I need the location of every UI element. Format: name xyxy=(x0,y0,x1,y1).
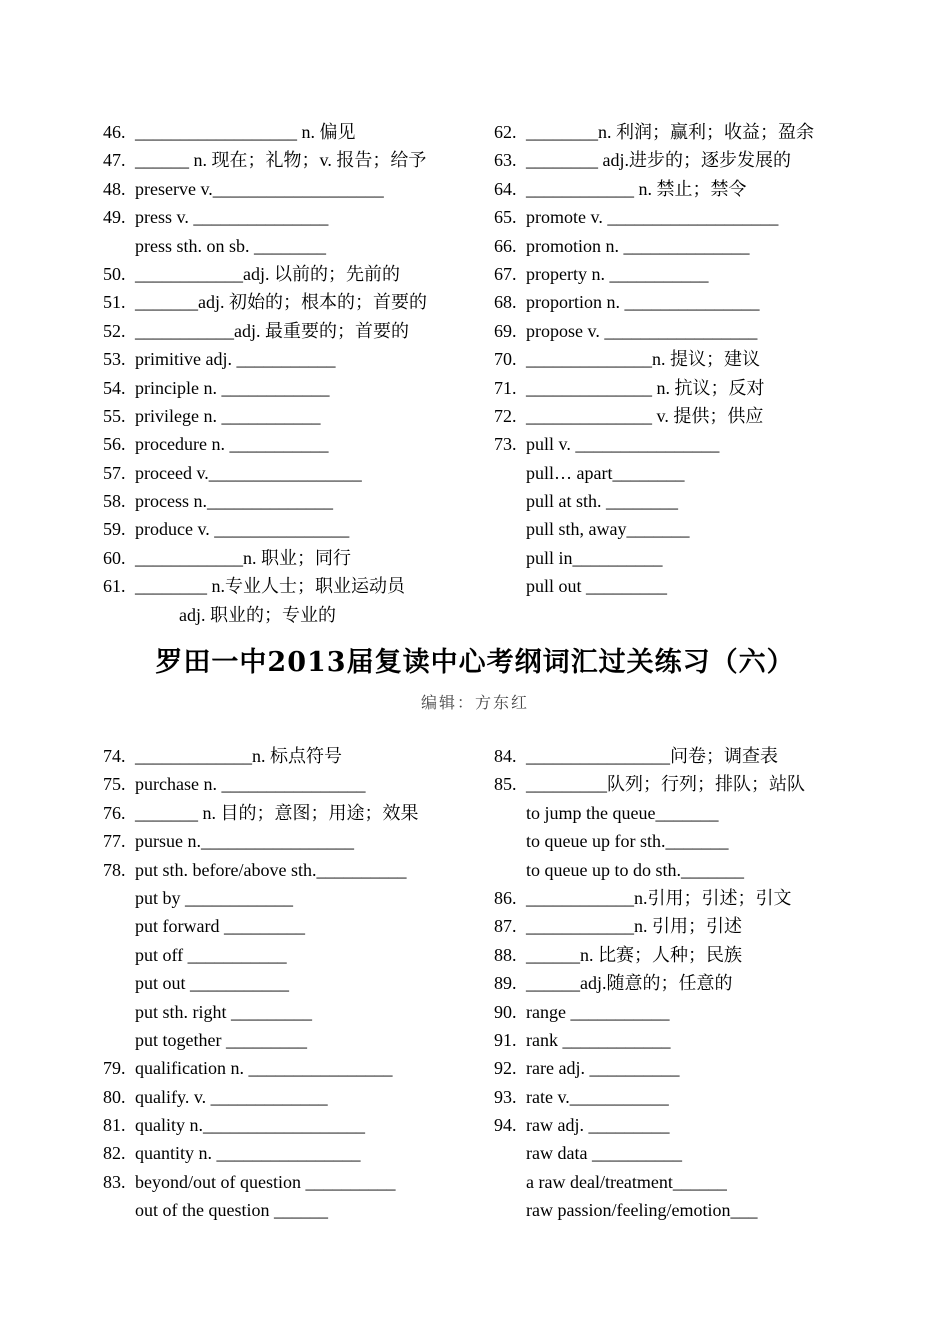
vocab-row xyxy=(494,1026,884,1054)
vocab-row xyxy=(494,118,884,146)
vocab-row xyxy=(494,260,884,288)
vocab-row xyxy=(494,487,884,515)
vocab-row xyxy=(494,969,884,997)
item-number: 46. xyxy=(103,122,126,142)
vocab-row xyxy=(494,1168,884,1196)
vocab-row xyxy=(103,487,493,515)
vocab-row xyxy=(103,770,493,798)
item-text: ______adj.随意的；任意的 xyxy=(526,973,733,994)
vocab-row xyxy=(103,884,493,912)
vocab-row xyxy=(103,203,493,231)
item-number: 94. xyxy=(494,1115,517,1136)
item-text: put sth. before/above sth.__________ xyxy=(135,859,407,880)
item-text: put sth. right _________ xyxy=(135,1001,313,1022)
vocab-row xyxy=(494,827,884,855)
item-text: promote v. ___________________ xyxy=(526,207,779,228)
item-number: 80. xyxy=(103,1086,126,1107)
vocab-row xyxy=(494,175,884,203)
item-text: process n.______________ xyxy=(135,491,333,512)
item-text: procedure n. ___________ xyxy=(135,434,329,455)
item-text: purchase n. ________________ xyxy=(135,774,366,795)
item-text: put out ___________ xyxy=(135,973,290,994)
item-text: pull… apart________ xyxy=(526,462,685,483)
vocab-row xyxy=(103,1196,493,1224)
vocab-row xyxy=(103,998,493,1026)
item-text: rank ____________ xyxy=(526,1029,671,1050)
item-text: to queue up for sth._______ xyxy=(526,831,729,852)
item-number: 69. xyxy=(494,320,517,341)
vocab-row xyxy=(494,232,884,260)
item-number: 74. xyxy=(103,746,126,766)
vocab-row xyxy=(494,1139,884,1167)
item-text: proportion n. _______________ xyxy=(526,292,760,313)
item-number: 93. xyxy=(494,1086,517,1107)
item-number: 65. xyxy=(494,207,517,228)
item-text: produce v. _______________ xyxy=(135,519,350,540)
top-left-column xyxy=(103,118,493,629)
vocab-row xyxy=(494,998,884,1026)
vocab-row xyxy=(103,345,493,373)
vocab-row xyxy=(103,941,493,969)
vocab-row xyxy=(494,1083,884,1111)
item-text: ________ n.专业人士；职业运动员 xyxy=(135,576,405,597)
item-text: range ___________ xyxy=(526,1001,670,1022)
item-text: primitive adj. ___________ xyxy=(135,349,336,370)
vocab-row xyxy=(494,912,884,940)
item-text: qualification n. ________________ xyxy=(135,1058,393,1079)
bottom-left-column xyxy=(103,742,493,1225)
vocab-row xyxy=(103,572,493,600)
item-number: 92. xyxy=(494,1058,517,1079)
vocab-row xyxy=(494,799,884,827)
item-text: __________________ n. 偏见 xyxy=(135,122,356,142)
item-text: privilege n. ___________ xyxy=(135,405,321,426)
item-text: _____________n. 标点符号 xyxy=(135,746,342,766)
item-number: 89. xyxy=(494,973,517,994)
item-text: pull in__________ xyxy=(526,547,663,568)
item-number: 77. xyxy=(103,831,126,852)
item-text: a raw deal/treatment______ xyxy=(526,1171,727,1192)
item-text: adj. 职业的；专业的 xyxy=(179,604,336,625)
item-number: 62. xyxy=(494,122,517,142)
vocab-row xyxy=(494,770,884,798)
item-text: property n. ___________ xyxy=(526,263,709,284)
item-text: ____________n. 职业；同行 xyxy=(135,547,351,568)
vocab-row xyxy=(494,515,884,543)
vocab-row xyxy=(494,402,884,430)
item-text: promotion n. ______________ xyxy=(526,235,750,256)
item-text: proceed v._________________ xyxy=(135,462,362,483)
vocab-row xyxy=(494,544,884,572)
page-title: 罗田一中2013届复读中心考纲词汇过关练习（六） xyxy=(155,647,795,678)
vocab-row xyxy=(103,1026,493,1054)
item-text: rare adj. __________ xyxy=(526,1058,680,1079)
vocab-row xyxy=(103,317,493,345)
vocab-row xyxy=(103,969,493,997)
item-number: 56. xyxy=(103,434,126,455)
item-text: preserve v.___________________ xyxy=(135,178,384,199)
item-number: 79. xyxy=(103,1058,126,1079)
vocab-row xyxy=(494,288,884,316)
item-number: 64. xyxy=(494,178,517,199)
item-text: pull sth, away_______ xyxy=(526,519,690,540)
vocab-row xyxy=(494,345,884,373)
vocab-row xyxy=(103,1168,493,1196)
vocab-row xyxy=(103,515,493,543)
item-text: ____________ n. 禁止；禁令 xyxy=(526,178,747,199)
item-text: put together _________ xyxy=(135,1029,307,1050)
vocab-row xyxy=(494,1054,884,1082)
item-number: 91. xyxy=(494,1029,517,1050)
vocab-row xyxy=(494,146,884,174)
item-number: 90. xyxy=(494,1001,517,1022)
bottom-right-column xyxy=(494,742,884,1225)
item-number: 78. xyxy=(103,859,126,880)
item-text: pull out _________ xyxy=(526,576,668,597)
vocab-row xyxy=(103,118,493,146)
item-text: put by ____________ xyxy=(135,887,294,908)
item-text: _______adj. 初始的；根本的；首要的 xyxy=(135,292,427,313)
item-text: ____________adj. 以前的；先前的 xyxy=(135,263,400,284)
item-text: rate v.___________ xyxy=(526,1086,669,1107)
item-number: 75. xyxy=(103,774,126,795)
item-number: 70. xyxy=(494,349,517,370)
vocab-row xyxy=(103,827,493,855)
item-text: ____________n.引用；引述；引文 xyxy=(526,887,792,908)
item-number: 52. xyxy=(103,320,126,341)
item-number: 57. xyxy=(103,462,126,483)
item-number: 48. xyxy=(103,178,126,199)
item-text: quantity n. ________________ xyxy=(135,1143,361,1164)
item-text: press v. _______________ xyxy=(135,207,329,228)
vocab-row xyxy=(494,203,884,231)
vocab-row xyxy=(103,544,493,572)
vocab-row xyxy=(103,601,493,629)
item-number: 73. xyxy=(494,434,517,455)
item-text: to jump the queue_______ xyxy=(526,802,719,823)
item-number: 81. xyxy=(103,1115,126,1136)
item-number: 88. xyxy=(494,944,517,965)
item-number: 60. xyxy=(103,547,126,568)
item-text: quality n.__________________ xyxy=(135,1115,365,1136)
item-number: 85. xyxy=(494,774,517,795)
vocab-row xyxy=(103,288,493,316)
item-number: 63. xyxy=(494,150,517,171)
vocab-row xyxy=(103,742,493,770)
vocab-row xyxy=(494,1196,884,1224)
item-text: press sth. on sb. ________ xyxy=(135,235,327,256)
vocab-row xyxy=(494,742,884,770)
vocab-row xyxy=(494,884,884,912)
item-text: pull at sth. ________ xyxy=(526,491,678,512)
item-number: 49. xyxy=(103,207,126,228)
item-text: put off ___________ xyxy=(135,944,287,965)
item-text: ______n. 比赛；人种；民族 xyxy=(526,944,742,965)
vocab-row xyxy=(494,374,884,402)
item-text: _______ n. 目的；意图；用途；效果 xyxy=(135,802,419,823)
vocab-row xyxy=(494,459,884,487)
item-text: principle n. ____________ xyxy=(135,377,330,398)
item-text: to queue up to do sth._______ xyxy=(526,859,744,880)
item-text: ____________n. 引用；引述 xyxy=(526,916,742,937)
vocab-row xyxy=(103,912,493,940)
vocab-row xyxy=(103,430,493,458)
item-text: _________队列；行列；排队；站队 xyxy=(526,774,805,795)
item-text: raw adj. _________ xyxy=(526,1115,670,1136)
item-text: ________ adj.进步的；逐步发展的 xyxy=(526,150,791,171)
item-number: 71. xyxy=(494,377,517,398)
vocab-row xyxy=(103,402,493,430)
vocab-row xyxy=(103,1111,493,1139)
item-number: 72. xyxy=(494,405,517,426)
item-number: 84. xyxy=(494,746,517,766)
item-number: 61. xyxy=(103,576,126,597)
vocab-row xyxy=(103,374,493,402)
item-number: 82. xyxy=(103,1143,126,1164)
item-text: raw data __________ xyxy=(526,1143,682,1164)
item-number: 53. xyxy=(103,349,126,370)
item-text: put forward _________ xyxy=(135,916,305,937)
item-number: 59. xyxy=(103,519,126,540)
vocab-row xyxy=(103,1054,493,1082)
editor-line: 编辑：方东红 xyxy=(420,693,529,712)
item-number: 47. xyxy=(103,150,126,171)
item-text: qualify. v. _____________ xyxy=(135,1086,328,1107)
vocab-row xyxy=(103,260,493,288)
item-number: 68. xyxy=(494,292,517,313)
item-text: ______ n. 现在；礼物；v. 报告；给予 xyxy=(135,150,427,171)
item-text: pursue n._________________ xyxy=(135,831,354,852)
item-text: ______________ n. 抗议；反对 xyxy=(526,377,765,398)
item-text: ______________ v. 提供；供应 xyxy=(526,405,764,426)
item-text: ________________问卷；调查表 xyxy=(526,746,778,766)
vocab-row xyxy=(494,572,884,600)
item-number: 76. xyxy=(103,802,126,823)
vocab-row xyxy=(103,232,493,260)
item-text: ______________n. 提议；建议 xyxy=(526,349,760,370)
item-number: 86. xyxy=(494,887,517,908)
item-number: 87. xyxy=(494,916,517,937)
vocab-row xyxy=(494,1111,884,1139)
item-number: 83. xyxy=(103,1171,126,1192)
item-text: beyond/out of question __________ xyxy=(135,1171,396,1192)
vocab-row xyxy=(494,941,884,969)
item-text: raw passion/feeling/emotion___ xyxy=(526,1200,758,1221)
item-number: 54. xyxy=(103,377,126,398)
vocab-row xyxy=(103,1139,493,1167)
top-right-column xyxy=(494,118,884,601)
vocab-row xyxy=(494,317,884,345)
item-text: out of the question ______ xyxy=(135,1200,328,1221)
vocab-row xyxy=(103,799,493,827)
item-text: propose v. _________________ xyxy=(526,320,758,341)
item-number: 55. xyxy=(103,405,126,426)
item-text: ________n. 利润；赢利；收益；盈余 xyxy=(526,122,814,142)
vocab-row xyxy=(494,856,884,884)
vocab-row xyxy=(494,430,884,458)
item-number: 67. xyxy=(494,263,517,284)
vocab-row xyxy=(103,856,493,884)
vocab-row xyxy=(103,1083,493,1111)
item-text: ___________adj. 最重要的；首要的 xyxy=(135,320,409,341)
item-number: 50. xyxy=(103,263,126,284)
item-number: 58. xyxy=(103,491,126,512)
vocab-row xyxy=(103,146,493,174)
item-number: 51. xyxy=(103,292,126,313)
item-text: pull v. ________________ xyxy=(526,434,720,455)
vocab-row xyxy=(103,175,493,203)
item-number: 66. xyxy=(494,235,517,256)
vocab-row xyxy=(103,459,493,487)
